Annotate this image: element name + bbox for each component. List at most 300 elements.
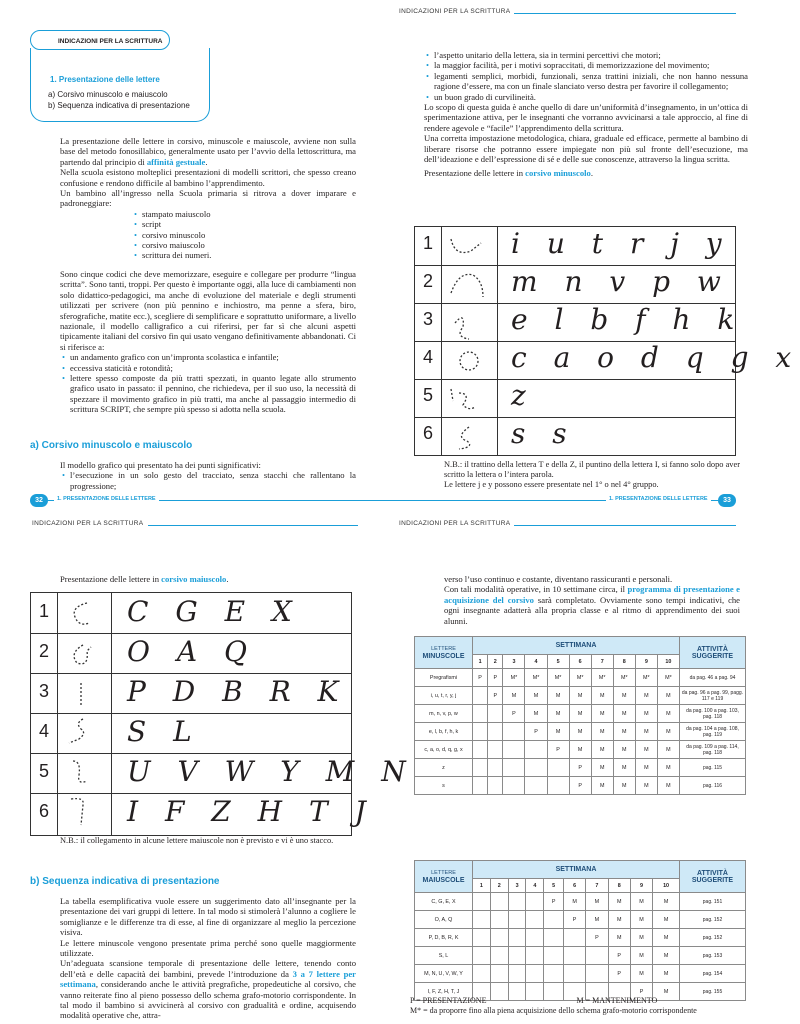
section-a-heading: a) Corsivo minuscolo e maiuscolo xyxy=(30,440,193,451)
p32-bullet: • lettere spesso composte da più tratti spezzati, in quanto legate allo strumento grafico usato in passato: il pennino, che richiedeva, per il suo uso, la necessità di spezzare il movimento grafico in più tratti, ma anche al passaggio intermedio di scrittura SCRIPT, che sempre più spesso si adotta nella scuola. xyxy=(60,373,356,415)
week-cell xyxy=(508,929,526,947)
letter-group-cell: c, a, o, d, q, g, x xyxy=(415,741,473,759)
week-cell: M* xyxy=(525,669,547,687)
p32-para1 xyxy=(60,136,356,167)
week-cell: M xyxy=(630,965,652,983)
activity-cell: pag. 154 xyxy=(680,965,746,983)
p33-caption xyxy=(424,168,748,178)
week-cell xyxy=(488,777,503,795)
week-cell xyxy=(563,947,585,965)
week-cell xyxy=(473,893,491,911)
week-cell: M xyxy=(569,687,591,705)
week-cell: M xyxy=(613,777,635,795)
week-cell xyxy=(473,687,488,705)
grid-row-number: 2 xyxy=(422,271,433,291)
week-cell: M xyxy=(613,723,635,741)
week-cell: M xyxy=(635,723,657,741)
grid-letters: e l b f h k xyxy=(511,303,744,336)
p34-para1: La tabella esemplificativa vuole essere un suggerimento dato all’insegnante per la presentazione dei vari gruppi di lettere. In tal modo si stimolerà l’alunno a cogliere le somiglianze e le differenze tra di esse, al fine di organizzare al meglio la percezione visiva. xyxy=(60,896,356,938)
week-cell xyxy=(508,947,526,965)
running-head: INDICAZIONI PER LA SCRITTURA xyxy=(399,520,511,527)
p33-caption-text: Presentazione delle lettere in xyxy=(424,168,526,179)
header-line: LETTERE xyxy=(431,869,456,876)
table-row xyxy=(415,705,746,723)
p35-link-programma: programma di presentazione e acquisizione del corsivo xyxy=(444,584,740,605)
code-item: • stampato maiuscolo xyxy=(132,209,356,219)
week-cell: P xyxy=(569,759,591,777)
letter-group-cell: I, F, Z, H, T, J xyxy=(415,983,473,1001)
p32-para1-end: . xyxy=(205,156,208,167)
week-cell: M xyxy=(635,759,657,777)
week-cell xyxy=(563,965,585,983)
week-cell xyxy=(544,911,564,929)
week-cell: P xyxy=(488,669,503,687)
activity-cell: pag. 115 xyxy=(680,759,746,777)
table-row xyxy=(415,759,746,777)
page-32 xyxy=(0,0,384,512)
p32-link-affinita: affinità gestuale xyxy=(146,156,206,167)
week-cell: P xyxy=(488,687,503,705)
week-cell: M xyxy=(525,687,547,705)
grid-letters: I F Z H T J xyxy=(127,795,375,828)
week-cell xyxy=(508,911,526,929)
code-item: • scrittura dei numeri. xyxy=(132,250,356,260)
letter-group-cell: e, l, b, f, h, k xyxy=(415,723,473,741)
majuscule-schedule-table xyxy=(414,860,746,1001)
week-cell xyxy=(526,893,544,911)
week-cell xyxy=(473,759,488,777)
grid-row-number: 5 xyxy=(422,385,433,405)
week-cell xyxy=(503,741,525,759)
activity-cell: da pag. 109 a pag. 114, pag. 118 xyxy=(680,741,746,759)
page-number: 33 xyxy=(718,494,736,507)
week-cell xyxy=(547,777,569,795)
header-line: SUGGERITE xyxy=(691,652,734,660)
week-cell xyxy=(503,759,525,777)
p32-para2: Nella scuola esistono molteplici presentazioni di modelli scrittori, che spesso creano confusione e rendono difficile al bambino l’apprendimento. xyxy=(60,167,356,188)
week-cell: M xyxy=(591,777,613,795)
week-cell: M xyxy=(657,777,679,795)
week-cell: M xyxy=(608,911,630,929)
week-cell: M xyxy=(591,759,613,777)
footer-text: 1. PRESENTAZIONE DELLE LETTERE xyxy=(54,496,159,502)
header-line: MINUSCOLE xyxy=(422,652,465,660)
week-number: 1 xyxy=(473,655,488,669)
week-cell: M xyxy=(657,723,679,741)
week-cell: P xyxy=(473,669,488,687)
letter-group-cell: C, G, E, X xyxy=(415,893,473,911)
week-cell xyxy=(544,947,564,965)
grid-row-number: 4 xyxy=(38,721,49,741)
letter-group-cell: i, u, t, r, y, j xyxy=(415,687,473,705)
p34-caption-link: corsivo maiuscolo xyxy=(161,574,227,584)
running-head-rule xyxy=(514,13,736,14)
grid-row-number: 2 xyxy=(38,641,49,661)
week-cell: M xyxy=(608,929,630,947)
p35-para1: verso l’uso continuo e costante, diventano rassicuranti e personali. xyxy=(444,574,673,584)
letter-group-cell: S, L xyxy=(415,947,473,965)
week-cell: M xyxy=(586,893,608,911)
grid-row-number: 5 xyxy=(38,761,49,781)
p33-body xyxy=(424,50,748,179)
grid-letters: P D B R K xyxy=(127,675,348,708)
week-cell xyxy=(503,777,525,795)
header-line: ATTIVITÀ xyxy=(697,869,728,877)
week-cell xyxy=(526,965,544,983)
letter-group-cell: z xyxy=(415,759,473,777)
stroke-guide-icon xyxy=(445,227,495,455)
grid-row-number: 4 xyxy=(422,347,433,367)
code-item: • corsivo minuscolo xyxy=(132,230,356,240)
week-cell: M xyxy=(608,893,630,911)
activity-cell: pag. 155 xyxy=(680,983,746,1001)
p33-para2: Una corretta impostazione metodologica, chiara, graduale ed efficace, permette al bambino di liberare risorse che potranno essere impiegate non più sul fronte dell’esecuzione, ma dell’ideazione e dell’espressione di sé e delle sue conoscenze, attraverso la lingua scritta. xyxy=(424,133,748,165)
toc-item-a: a) Corsivo minuscolo e maiuscolo xyxy=(48,90,168,99)
page-33 xyxy=(384,0,800,512)
grid-row-number: 3 xyxy=(422,309,433,329)
grid-letters: S L xyxy=(127,715,201,748)
code-item: • script xyxy=(132,219,356,229)
week-cell: M xyxy=(635,687,657,705)
week-cell: M xyxy=(503,687,525,705)
week-cell: M* xyxy=(635,669,657,687)
toc-item-b: b) Sequenza indicativa di presentazione xyxy=(48,101,190,110)
header-line: SUGGERITE xyxy=(691,876,734,884)
week-cell xyxy=(473,741,488,759)
week-cell xyxy=(490,947,508,965)
table-row xyxy=(415,947,746,965)
p34-body xyxy=(60,896,356,1021)
week-cell: P xyxy=(586,929,608,947)
p34-caption-text: Presentazione delle lettere in xyxy=(60,574,162,584)
week-cell: M xyxy=(635,777,657,795)
activity-cell: pag. 152 xyxy=(680,929,746,947)
week-number: 7 xyxy=(591,655,613,669)
week-cell xyxy=(488,723,503,741)
grid-row-number: 6 xyxy=(422,423,433,443)
week-cell xyxy=(508,965,526,983)
week-cell: M xyxy=(547,705,569,723)
grid-letters: U V W Y M N xyxy=(127,755,415,788)
table-header-cell xyxy=(680,637,746,669)
week-number: 10 xyxy=(653,879,680,893)
week-cell xyxy=(490,893,508,911)
week-number: 6 xyxy=(569,655,591,669)
p32-bullet: • un andamento grafico con un’impronta scolastica e infantile; xyxy=(60,352,356,362)
p34-caption xyxy=(60,574,350,584)
week-number: 4 xyxy=(525,655,547,669)
week-cell: M xyxy=(653,929,680,947)
p33-para1: Lo scopo di questa guida è anche quello di dare un’uniformità d’insegnamento, in un’ottica di sperimentazione attiva, per le insegnanti che vorranno avvicinarsi a tale approccio, al fine di rendere agevole e “facile” l’apprendimento della scrittura. xyxy=(424,102,748,133)
codes-list xyxy=(60,209,356,261)
minuscule-schedule-table xyxy=(414,636,746,795)
table-header-cell xyxy=(680,861,746,893)
letter-group-cell: Pregrafismi xyxy=(415,669,473,687)
activity-cell: pag. 153 xyxy=(680,947,746,965)
week-cell xyxy=(503,723,525,741)
week-cell: P xyxy=(563,911,585,929)
week-cell: M xyxy=(653,983,680,1001)
table-header-cell xyxy=(415,637,473,669)
p34-para3-end: , considerando anche le attività pregrafiche, propedeutiche al corsivo, che vanno reiterate fino al pieno possesso dello schema grafo-motorio corrispondente. In tal modo il bambino si avvicinerà al corsivo con gradualità e ordine, acquisendo modalità operative che, attra- xyxy=(60,979,356,1021)
week-cell xyxy=(473,911,491,929)
week-cell xyxy=(525,759,547,777)
chapter-tag-label: INDICAZIONI PER LA SCRITTURA xyxy=(58,38,163,45)
week-number: 7 xyxy=(586,879,608,893)
letter-group-cell: m, n, v, p, w xyxy=(415,705,473,723)
week-cell xyxy=(490,965,508,983)
week-number: 8 xyxy=(613,655,635,669)
week-cell xyxy=(526,947,544,965)
footer-32 xyxy=(30,494,384,507)
table-row xyxy=(415,669,746,687)
week-cell xyxy=(490,911,508,929)
week-cell: M xyxy=(591,741,613,759)
p33-notes xyxy=(444,460,744,490)
page-number: 32 xyxy=(30,494,48,507)
week-cell: M xyxy=(525,705,547,723)
week-number: 9 xyxy=(635,655,657,669)
week-number: 10 xyxy=(657,655,679,669)
table-row xyxy=(415,723,746,741)
week-cell: M xyxy=(630,911,652,929)
week-cell xyxy=(526,911,544,929)
week-cell: M xyxy=(613,687,635,705)
grid-col-divider xyxy=(57,593,58,835)
week-cell xyxy=(586,947,608,965)
code-item: • corsivo maiuscolo xyxy=(132,240,356,250)
week-cell xyxy=(473,777,488,795)
running-head-rule xyxy=(148,525,358,526)
running-head-rule xyxy=(514,525,736,526)
week-cell: M xyxy=(653,893,680,911)
running-head: INDICAZIONI PER LA SCRITTURA xyxy=(399,8,511,15)
p33-note2: Le lettere j e y possono essere presentate nel 1° o nel 4° gruppo. xyxy=(444,480,659,489)
grid-letters: m n v p w xyxy=(511,265,730,298)
week-cell xyxy=(488,759,503,777)
week-cell: M xyxy=(653,911,680,929)
week-cell: P xyxy=(525,723,547,741)
toc-title: 1. Presentazione delle lettere xyxy=(50,75,160,84)
week-cell: M* xyxy=(503,669,525,687)
p34-para3 xyxy=(60,958,356,1020)
week-cell xyxy=(473,947,491,965)
majuscule-grid xyxy=(30,592,415,836)
week-cell: M xyxy=(547,723,569,741)
table-row xyxy=(415,777,746,795)
week-cell xyxy=(473,929,491,947)
week-cell: M xyxy=(635,741,657,759)
week-cell xyxy=(547,759,569,777)
week-cell: M* xyxy=(657,669,679,687)
p34-para2: Le lettere minuscole vengono presentate prima perché sono quelle maggiormente utilizzate. xyxy=(60,937,356,959)
week-cell: M xyxy=(630,893,652,911)
legend-p: P = PRESENTAZIONE xyxy=(410,996,487,1005)
week-cell: M xyxy=(657,705,679,723)
week-cell xyxy=(488,705,503,723)
p32-para4: Sono cinque codici che deve memorizzare, eseguire e collegare per produrre “lingua scritta”. Sono tanti, troppi. Per questo è importante oggi, alla luce di cambiamenti non solo didattico-pedagogici, ma anche di evoluzione del materiale e degli strumenti utilizzati per scrivere (non più pennino e inchiostro, ma penne a sfera, biro, sferografiche, matite ecc.), scegliere di semplificare e soprattutto uniformare, a livello nazionale, il modello calligrafico a cui riferirsi, per far sì che alcuni aspetti tipicamente italiani del corsivo fin qui usato vengano definitivamente abbandonati. Ci si riferisce a: xyxy=(60,268,356,352)
grid-letters: i u t r j y xyxy=(511,227,731,260)
week-cell: M xyxy=(569,723,591,741)
week-cell: P xyxy=(569,777,591,795)
activity-cell: da pag. 100 a pag. 103, pag. 118 xyxy=(680,705,746,723)
table-header-cell: SETTIMANA xyxy=(473,637,680,655)
week-number: 5 xyxy=(544,879,564,893)
grid-letters: s s xyxy=(511,417,576,450)
week-cell: M xyxy=(569,705,591,723)
p35-para2-text: Con tali modalità operative, in 10 settimane circa, il xyxy=(444,584,628,595)
table-row xyxy=(415,741,746,759)
letter-group-cell: O, A, Q xyxy=(415,911,473,929)
week-cell xyxy=(525,741,547,759)
week-cell: P xyxy=(608,965,630,983)
grid-row-number: 6 xyxy=(38,801,49,821)
table-row xyxy=(415,893,746,911)
grid-letters: c a o d q g x xyxy=(511,341,800,374)
week-cell xyxy=(526,929,544,947)
header-line: MAIUSCOLE xyxy=(422,876,465,884)
legend xyxy=(410,996,750,1015)
week-number: 3 xyxy=(503,655,525,669)
week-cell: M xyxy=(657,741,679,759)
grid-letters: O A Q xyxy=(127,635,256,668)
week-cell: M xyxy=(630,947,652,965)
p32-body-2 xyxy=(60,460,356,491)
week-cell: P xyxy=(630,983,652,1001)
activity-cell: pag. 152 xyxy=(680,911,746,929)
week-cell: P xyxy=(608,947,630,965)
activity-cell: pag. 116 xyxy=(680,777,746,795)
letter-group-cell: M, N, U, V, W, Y xyxy=(415,965,473,983)
week-cell xyxy=(508,893,526,911)
week-cell: M xyxy=(613,741,635,759)
week-cell: M xyxy=(613,759,635,777)
week-cell: M xyxy=(657,759,679,777)
week-number: 8 xyxy=(608,879,630,893)
table-row xyxy=(415,687,746,705)
table-row xyxy=(415,911,746,929)
week-cell: M* xyxy=(569,669,591,687)
table-row xyxy=(415,965,746,983)
p33-caption-link: corsivo minuscolo xyxy=(525,168,591,179)
week-cell: P xyxy=(544,893,564,911)
letter-group-cell: s xyxy=(415,777,473,795)
week-cell: M xyxy=(547,687,569,705)
week-number: 2 xyxy=(488,655,503,669)
week-number: 6 xyxy=(563,879,585,893)
p34-caption-end: . xyxy=(226,574,229,584)
week-cell: P xyxy=(547,741,569,759)
week-cell: M xyxy=(657,687,679,705)
p32-para1-text: La presentazione delle lettere in corsivo, minuscole e maiuscole, avviene non sulla base del metodo fonosillabico, generalmente usato per l’avvio della lettoscrittura, ma partendo dal principio di xyxy=(60,136,356,167)
week-cell xyxy=(488,741,503,759)
p33-caption-end: . xyxy=(590,168,593,179)
week-cell: M xyxy=(591,687,613,705)
page-34 xyxy=(0,512,415,1024)
p35-para2-end: sarà completato. Ovviamente sono tempi indicativi, che ogni insegnante adatterà alla propria classe e al ritmo di apprendimento dei suoi alunni. xyxy=(444,594,740,626)
page-35 xyxy=(384,512,768,1024)
grid-letters: z xyxy=(511,379,535,412)
table-header-cell xyxy=(415,861,473,893)
week-cell: M xyxy=(635,705,657,723)
week-number: 4 xyxy=(526,879,544,893)
p32-para3: Un bambino all’ingresso nella Scuola primaria si ritrova a dover imparare e padroneggiare: xyxy=(60,188,356,209)
week-cell: M xyxy=(569,741,591,759)
grid-letters: C G E X xyxy=(127,595,301,628)
grid-row-number: 3 xyxy=(38,681,49,701)
p34-note: N.B.: il collegamento in alcune lettere maiuscole non è previsto e vi è uno stacco. xyxy=(60,836,334,845)
p35-para2 xyxy=(444,584,740,626)
legend-row xyxy=(410,996,750,1006)
grid-col-divider xyxy=(111,593,112,835)
week-cell xyxy=(586,965,608,983)
week-cell xyxy=(473,705,488,723)
p34-para3-text: Un’adeguata scansione temporale di presentazione delle lettere, tenendo conto dell’età e delle capacità dei bambini, prevede l’introduzione da xyxy=(60,958,356,979)
week-cell: M* xyxy=(591,669,613,687)
p32-body xyxy=(60,136,356,415)
week-cell xyxy=(525,777,547,795)
week-cell: M xyxy=(613,705,635,723)
footer-33 xyxy=(384,494,736,507)
activity-cell: da pag. 96 a pag. 99, pagg. 117 e 119 xyxy=(680,687,746,705)
week-cell xyxy=(473,723,488,741)
week-cell: M* xyxy=(613,669,635,687)
activity-cell: pag. 151 xyxy=(680,893,746,911)
week-cell: M xyxy=(591,723,613,741)
grid-row-number: 1 xyxy=(422,233,433,253)
p35-body xyxy=(444,574,740,626)
section-b-heading: b) Sequenza indicativa di presentazione xyxy=(30,876,220,887)
week-cell xyxy=(563,929,585,947)
activity-cell: da pag. 46 a pag. 94 xyxy=(680,669,746,687)
table-header-cell: SETTIMANA xyxy=(473,861,680,879)
week-number: 3 xyxy=(508,879,526,893)
p33-note1: N.B.: il trattino della lettera T e della Z, il puntino della lettera I, si fanno solo dopo aver scritto la lettera o l’intera parola. xyxy=(444,460,740,479)
week-cell: M xyxy=(653,947,680,965)
p32-bullet5: • l’esecuzione in un solo gesto del tracciato, senza stacchi che rallentano la progressione; xyxy=(60,470,356,491)
p33-bullet: • legamenti semplici, morbidi, funzionali, senza trattini iniziali, che non hanno nessuna ragione d’essere, ma con un finale slanciato verso destra per favorire il collegamento; xyxy=(424,71,748,92)
header-line: ATTIVITÀ xyxy=(697,645,728,653)
activity-cell: da pag. 104 a pag. 108, pag. 119 xyxy=(680,723,746,741)
p32-bullet: • eccessiva staticità e rotondità; xyxy=(60,363,356,373)
legend-m: M = MANTENIMENTO xyxy=(576,996,658,1005)
running-head: INDICAZIONI PER LA SCRITTURA xyxy=(32,520,144,527)
week-cell: P xyxy=(503,705,525,723)
week-cell: M xyxy=(591,705,613,723)
minuscule-grid xyxy=(414,226,800,456)
legend-star: M* = da proporre fino alla piena acquisizione dello schema grafo-motorio corrispondente xyxy=(410,1005,697,1015)
week-cell xyxy=(473,965,491,983)
p34-link-lettere: 3 a 7 lettere per settimana xyxy=(60,968,357,990)
p33-bullet: • l’aspetto unitario della lettera, sia in termini percettivi che motori; xyxy=(424,50,748,60)
stroke-guide-icon xyxy=(61,593,109,835)
table-row xyxy=(415,929,746,947)
week-number: 9 xyxy=(630,879,652,893)
week-cell: M xyxy=(630,929,652,947)
week-cell xyxy=(490,929,508,947)
week-number: 5 xyxy=(547,655,569,669)
week-cell: M xyxy=(653,965,680,983)
footer-text: 1. PRESENTAZIONE DELLE LETTERE xyxy=(606,496,711,502)
week-cell xyxy=(544,929,564,947)
toc-box xyxy=(30,48,210,122)
p33-bullet: • la maggior facilità, per i motivi sopraccitati, di memorizzazione del movimento; xyxy=(424,60,748,70)
header-line: LETTERE xyxy=(431,645,456,652)
week-number: 1 xyxy=(473,879,491,893)
letter-group-cell: P, D, B, R, K xyxy=(415,929,473,947)
p33-bullet: • un buon grado di curvilineità. xyxy=(424,92,748,102)
week-cell xyxy=(544,965,564,983)
